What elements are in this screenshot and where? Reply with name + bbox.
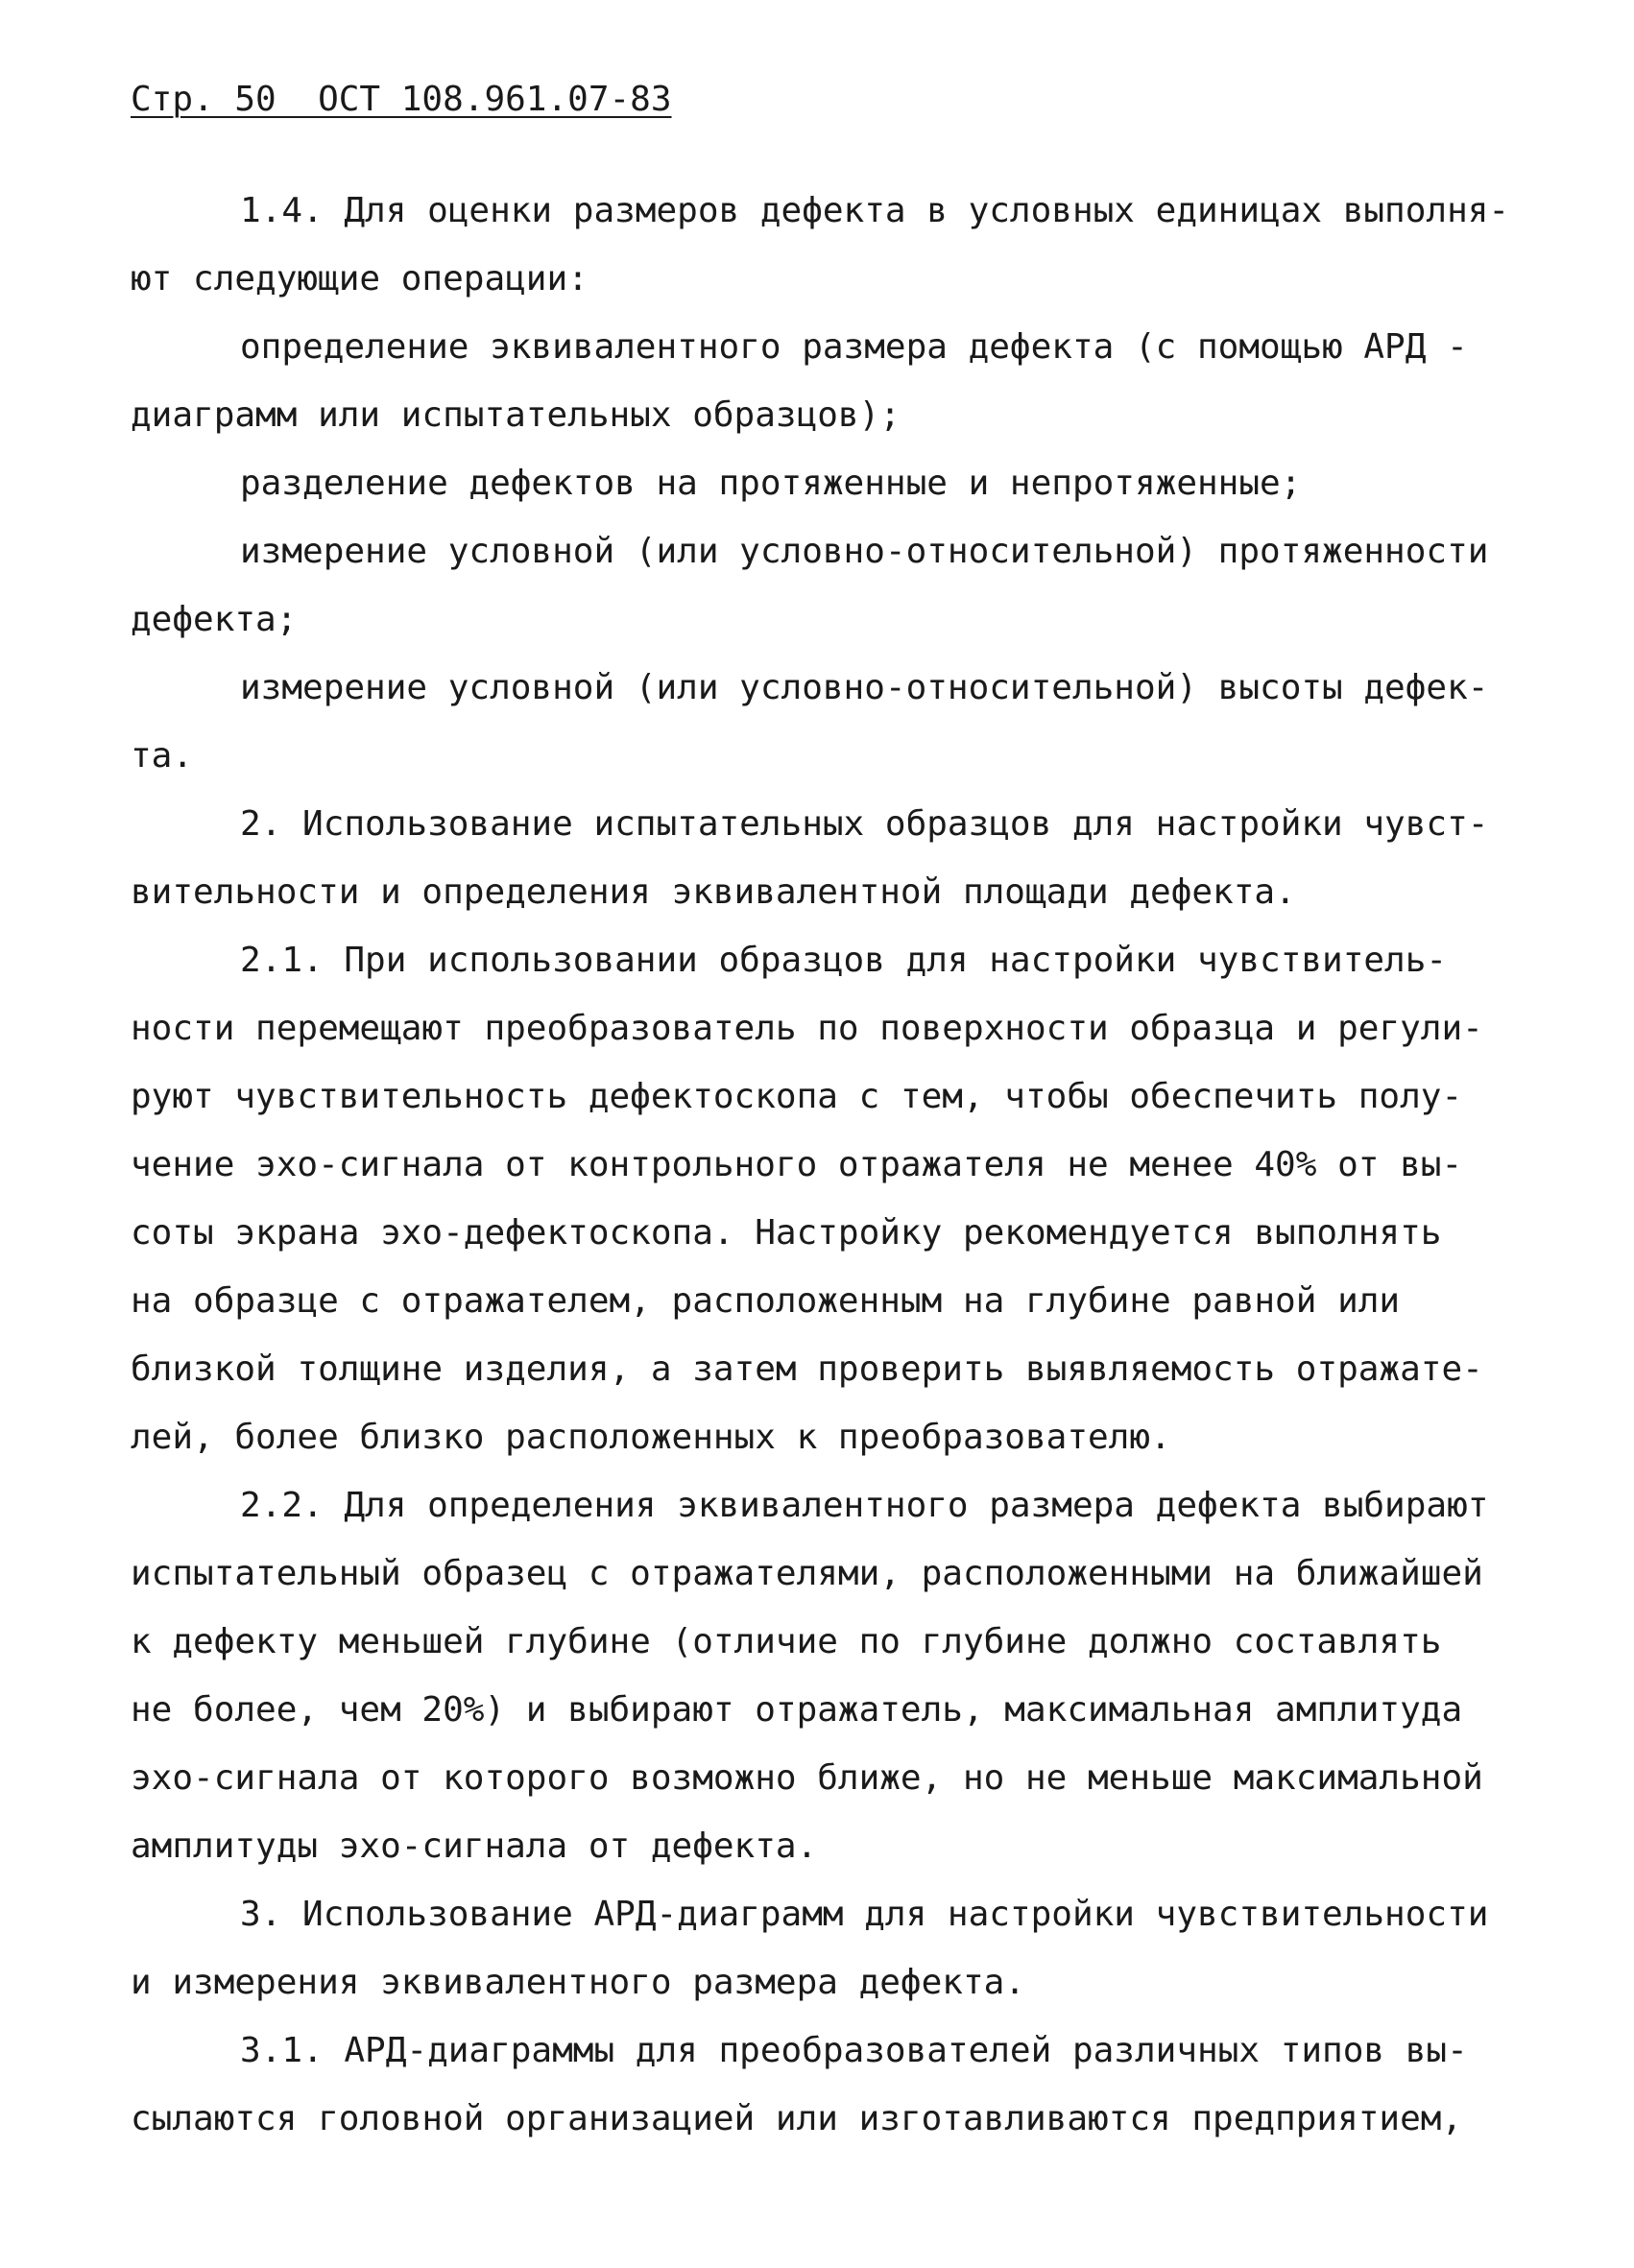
text-line: руют чувствительность дефектоскопа с тем, чтобы обеспечить полу-	[131, 1077, 1463, 1116]
text-line: эхо-сигнала от которого возможно ближе, но не меньше максимальной	[131, 1758, 1483, 1798]
text-line: дефекта;	[131, 600, 298, 639]
text-line: испытательный образец с отражателями, расположенными на ближайшей	[131, 1554, 1483, 1593]
text-line: диаграмм или испытательных образцов);	[131, 395, 901, 435]
text-line: чение эхо-сигнала от контрольного отражателя не менее 40% от вы-	[131, 1145, 1463, 1184]
text-line: 3.1. АРД-диаграммы для преобразователей различных типов вы-	[240, 2031, 1468, 2070]
text-line: измерение условной (или условно-относительной) протяженности	[240, 532, 1489, 571]
text-line: соты экрана эхо-дефектоскопа. Настройку рекомендуется выполнять	[131, 1213, 1442, 1253]
text-line: вительности и определения эквивалентной площади дефекта.	[131, 872, 1296, 912]
text-line: ют следующие операции:	[131, 259, 589, 298]
text-line: определение эквивалентного размера дефекта (с помощью АРД -	[240, 327, 1468, 367]
text-line: 1.4. Для оценки размеров дефекта в условных единицах выполня-	[240, 191, 1510, 230]
text-line: близкой толщине изделия, а затем проверить выявляемость отражате-	[131, 1349, 1483, 1389]
text-line: 2.2. Для определения эквивалентного размера дефекта выбирают	[240, 1486, 1489, 1525]
text-line: лей, более близко расположенных к преобразователю.	[131, 1418, 1171, 1457]
text-line: не более, чем 20%) и выбирают отражатель, максимальная амплитуда	[131, 1690, 1463, 1730]
text-line: 2.1. При использовании образцов для настройки чувствитель-	[240, 941, 1448, 980]
document-body	[131, 177, 1510, 2153]
text-line: 2. Использование испытательных образцов для настройки чувст-	[240, 804, 1489, 844]
text-line: разделение дефектов на протяженные и непротяженные;	[240, 464, 1302, 503]
text-line: и измерения эквивалентного размера дефекта.	[131, 1963, 1025, 2002]
text-line: амплитуды эхо-сигнала от дефекта.	[131, 1826, 818, 1866]
text-line: измерение условной (или условно-относительной) высоты дефек-	[240, 668, 1489, 707]
text-line: ности перемещают преобразователь по поверхности образца и регули-	[131, 1009, 1483, 1048]
text-line: к дефекту меньшей глубине (отличие по глубине должно составлять	[131, 1622, 1442, 1661]
text-line: на образце с отражателем, расположенным на глубине равной или	[131, 1281, 1401, 1321]
text-line: сылаются головной организацией или изготавливаются предприятием,	[131, 2099, 1463, 2138]
text-line: та.	[131, 736, 194, 776]
text-line: 3. Использование АРД-диаграмм для настройки чувствительности	[240, 1895, 1489, 1934]
page-header: Стр. 50 ОСТ 108.961.07-83	[131, 80, 672, 119]
